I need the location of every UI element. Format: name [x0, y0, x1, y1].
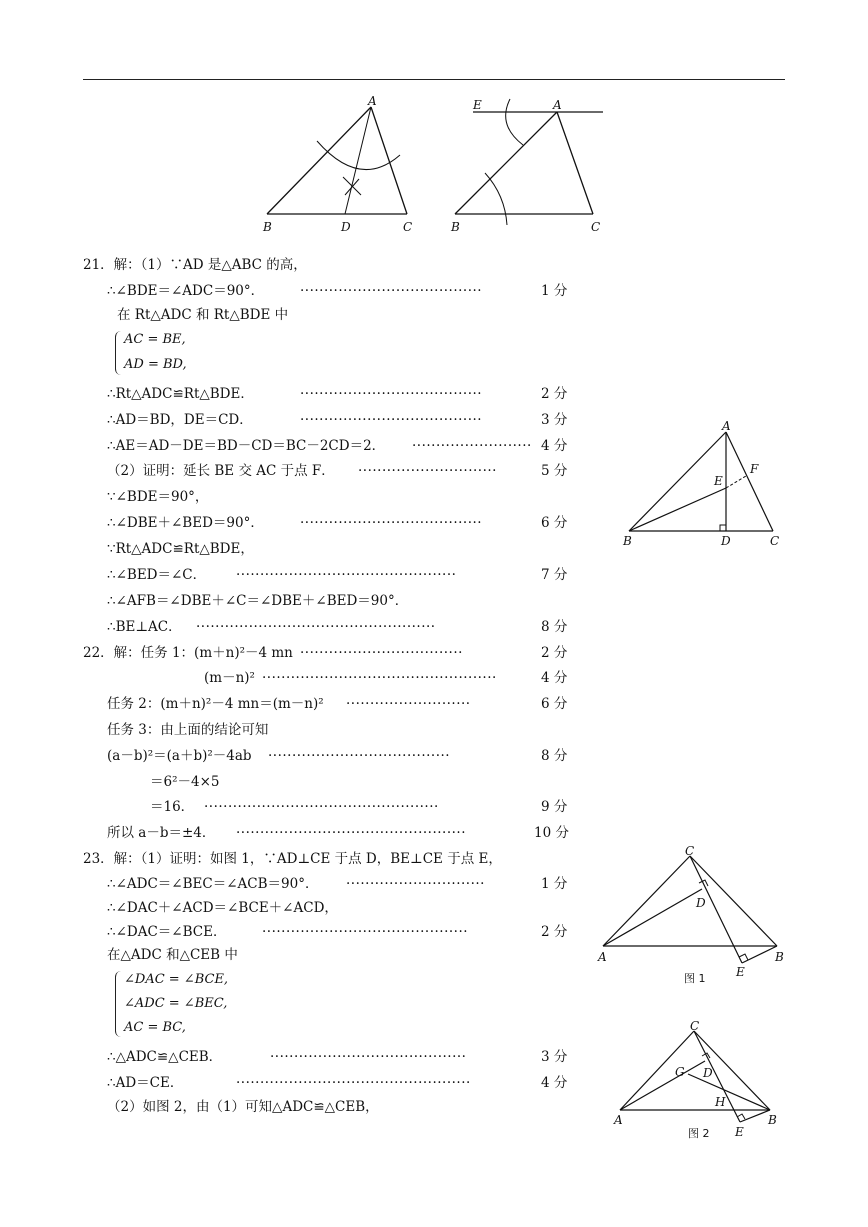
label-C: C [591, 220, 601, 234]
header-rule [83, 79, 785, 80]
label-D: D [721, 534, 731, 548]
line-23-8: （2）如图 2，由（1）可知△ADC≌△CEB， [107, 1099, 379, 1115]
score-label: 6 分 [541, 515, 568, 531]
label-C: C [685, 844, 695, 858]
score-label: 4 分 [541, 1075, 568, 1091]
leader-dots: ······································ [300, 386, 483, 402]
leader-dots: ·············································· [236, 567, 457, 583]
label-E: E [473, 98, 482, 112]
score-label: 10 分 [534, 825, 569, 841]
line-21-12: ∴∠AFB＝∠DBE＋∠C＝∠DBE＋∠BED＝90°． [107, 593, 409, 609]
line-23-5: 在△ADC 和△CEB 中 [107, 947, 238, 963]
leader-dots: ········································· [270, 1049, 467, 1065]
line-21-9: ∴∠DBE＋∠BED＝90°． [107, 515, 264, 531]
line-22-8: 所以 a－b＝±4． [107, 825, 216, 841]
label-E: E [736, 965, 745, 979]
label-G: G [675, 1065, 685, 1079]
label-H: H [715, 1095, 726, 1109]
score-label: 4 分 [541, 438, 568, 454]
score-label: 2 分 [541, 386, 568, 402]
figure-q21-triangle [615, 418, 790, 552]
line-23-6: ∴△ADC≌△CEB． [107, 1049, 223, 1065]
label-B: B [451, 220, 460, 234]
score-label: 7 分 [541, 567, 568, 583]
leader-dots: ················································· [262, 670, 497, 686]
label-C: C [403, 220, 413, 234]
label-C: C [690, 1019, 700, 1033]
line-22-6: ＝6²－4×5 [150, 774, 220, 790]
line-21-7: （2）证明：延长 BE 交 AC 于点 F． [107, 463, 335, 479]
leader-dots: ····························· [358, 463, 497, 479]
label-D: D [696, 896, 706, 910]
line-21-13: ∴BE⊥AC． [107, 619, 182, 635]
line-21-2: ∴∠BDE＝∠ADC＝90°． [107, 283, 265, 299]
line-21-5: ∴AD＝BD，DE＝CD． [107, 412, 253, 428]
equation-brace [115, 331, 122, 375]
label-A: A [598, 950, 607, 964]
leader-dots: ····························· [346, 876, 485, 892]
leader-dots: ······································ [300, 515, 483, 531]
score-label: 6 分 [541, 696, 568, 712]
line-23-3: ∴∠DAC＋∠ACD＝∠BCE＋∠ACD， [107, 900, 338, 916]
line-23-4: ∴∠DAC＝∠BCE． [107, 924, 227, 940]
score-label: 1 分 [541, 283, 568, 299]
label-B: B [263, 220, 272, 234]
equation-brace [115, 971, 122, 1037]
line-23-1: 23．解：（1）证明：如图 1，∵AD⊥CE 于点 D，BE⊥CE 于点 E， [83, 851, 502, 867]
leader-dots: ······································ [268, 748, 451, 764]
score-label: 3 分 [541, 412, 568, 428]
score-label: 1 分 [541, 876, 568, 892]
leader-dots: ················································ [236, 825, 466, 841]
line-21-10: ∵Rt△ADC≌Rt△BDE， [107, 541, 254, 557]
score-label: 2 分 [541, 924, 568, 940]
leader-dots: ·································· [300, 645, 463, 661]
leader-dots: ················································· [236, 1075, 471, 1091]
label-A: A [553, 98, 562, 112]
line-21-1: 21．解：（1）∵AD 是△ABC 的高， [83, 257, 307, 273]
leader-dots: ······································ [300, 283, 483, 299]
line-23-2: ∴∠ADC＝∠BEC＝∠ACB＝90°． [107, 876, 319, 892]
line-22-2: (m－n)² [204, 670, 255, 686]
label-D: D [341, 220, 351, 234]
figure-parallel-line-construction [445, 95, 615, 244]
system-line: AC = BC, [124, 1020, 186, 1035]
figure-1-caption: 图 1 [684, 972, 706, 985]
score-label: 5 分 [541, 463, 568, 479]
score-label: 8 分 [541, 748, 568, 764]
leader-dots: ················································· [204, 799, 439, 815]
label-B: B [775, 950, 784, 964]
label-A: A [722, 419, 731, 433]
label-E: E [714, 474, 723, 488]
label-C: C [770, 534, 780, 548]
line-22-7: ＝16． [150, 799, 195, 815]
figure-2 [608, 1018, 788, 1147]
score-label: 3 分 [541, 1049, 568, 1065]
line-21-3: 在 Rt△ADC 和 Rt△BDE 中 [117, 307, 289, 323]
line-21-11: ∴∠BED＝∠C． [107, 567, 207, 583]
system-line: ∠ADC = ∠BEC, [124, 996, 228, 1011]
leader-dots: ·················································· [196, 619, 436, 635]
line-21-4: ∴Rt△ADC≌Rt△BDE． [107, 386, 254, 402]
figure-1 [595, 843, 795, 992]
system-line: ∠DAC = ∠BCE, [124, 972, 229, 987]
leader-dots: ·························· [346, 696, 471, 712]
label-F: F [750, 462, 759, 476]
score-label: 9 分 [541, 799, 568, 815]
label-B: B [768, 1113, 777, 1127]
line-23-7: ∴AD＝CE． [107, 1075, 184, 1091]
label-B: B [623, 534, 632, 548]
figure-2-caption: 图 2 [688, 1127, 710, 1140]
line-21-8: ∵∠BDE＝90°， [107, 489, 209, 505]
score-label: 4 分 [541, 670, 568, 686]
system-line: AC = BE, [124, 332, 186, 347]
line-21-6: ∴AE＝AD－DE＝BD－CD＝BC－2CD＝2． [107, 438, 386, 454]
line-22-1: 22．解：任务 1：(m＋n)²－4 mn [83, 645, 293, 661]
line-22-3: 任务 2：(m＋n)²－4 mn＝(m－n)² [107, 696, 324, 712]
line-22-4: 任务 3：由上面的结论可知 [107, 722, 269, 738]
label-D: D [703, 1066, 713, 1080]
label-A: A [368, 94, 377, 108]
leader-dots: ··········································· [262, 924, 469, 940]
figure-angle-bisector-construction [255, 95, 425, 244]
label-A: A [614, 1113, 623, 1127]
leader-dots: ························· [412, 438, 532, 454]
score-label: 8 分 [541, 619, 568, 635]
label-E: E [735, 1125, 744, 1139]
score-label: 2 分 [541, 645, 568, 661]
line-22-5: (a－b)²＝(a＋b)²－4ab [107, 748, 252, 764]
leader-dots: ······································ [300, 412, 483, 428]
system-line: AD = BD, [124, 357, 187, 372]
